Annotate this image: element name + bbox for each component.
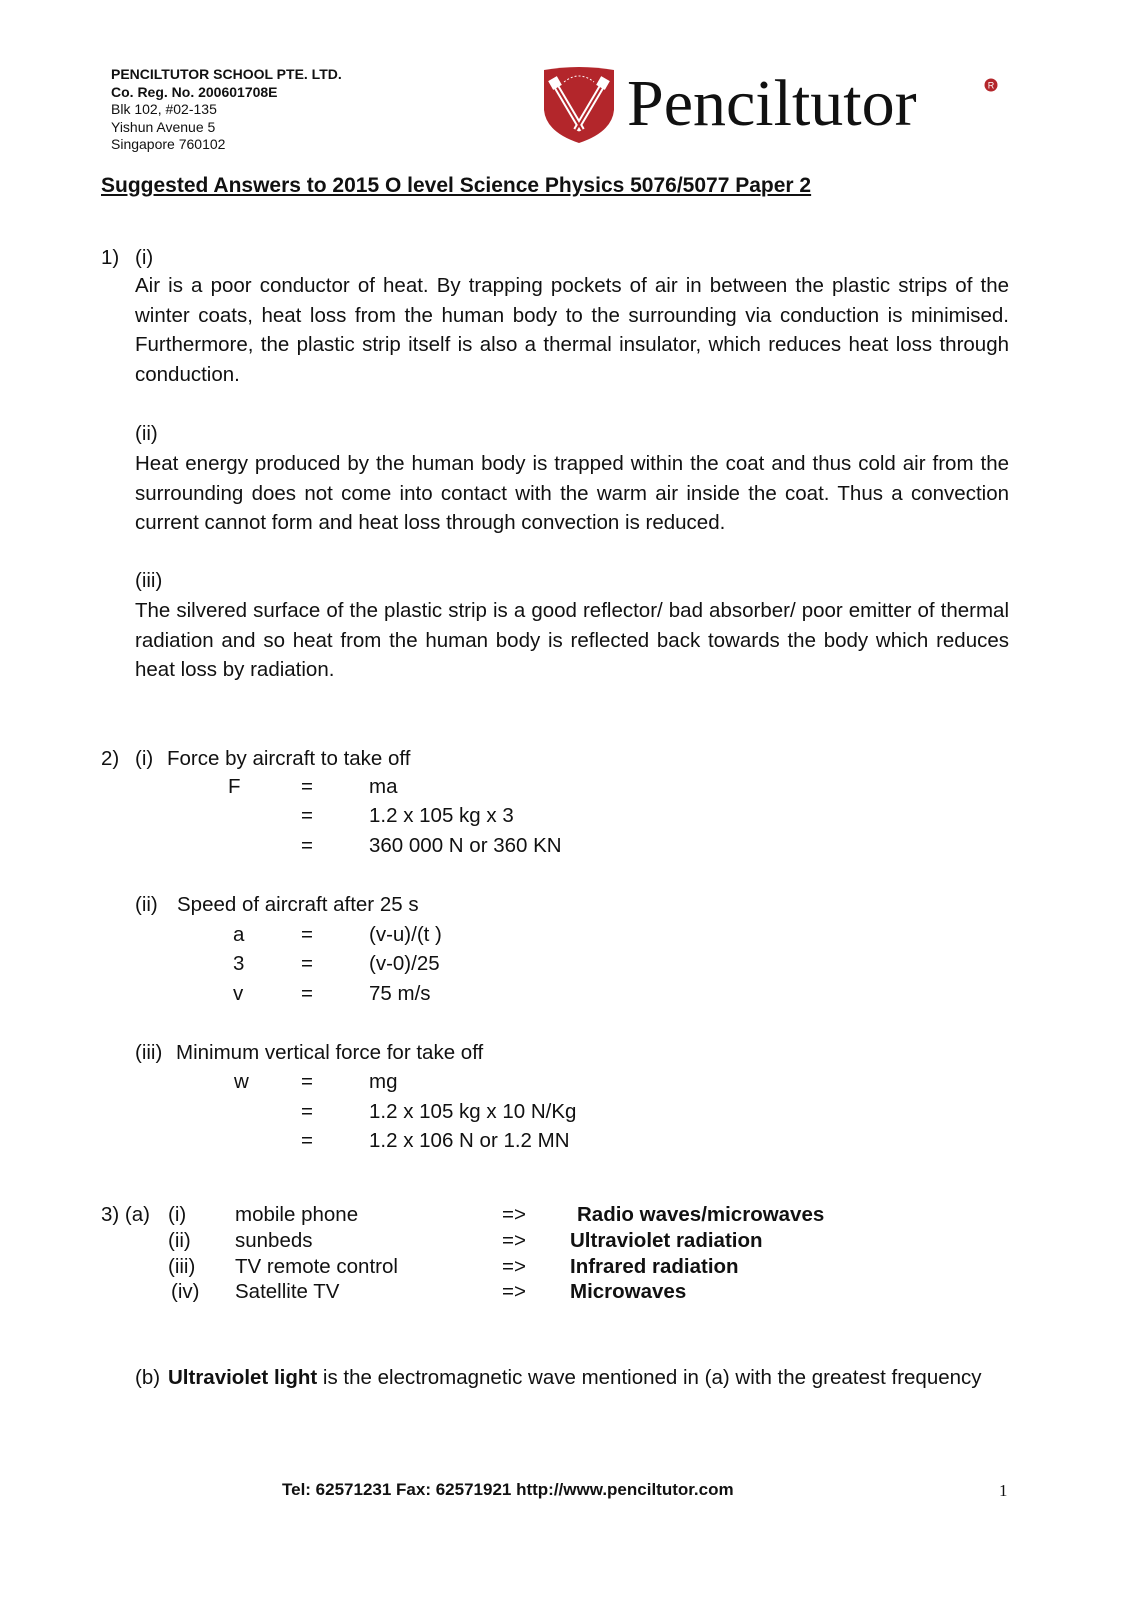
question-number: 2) bbox=[101, 747, 120, 770]
equals-sign: = bbox=[301, 923, 313, 946]
device-name: mobile phone bbox=[235, 1203, 359, 1226]
equals-sign: = bbox=[301, 804, 313, 827]
arrow: => bbox=[502, 1203, 526, 1226]
address-line: Blk 102, #02-135 bbox=[111, 101, 217, 117]
part-label: (b) bbox=[135, 1366, 161, 1389]
row-label: (iii) bbox=[168, 1255, 196, 1278]
company-address-block bbox=[111, 66, 342, 154]
part-label: (i) bbox=[135, 246, 154, 269]
answer-paragraph: Heat energy produced by the human body is trapped within the coat and thus cold air from the surrounding does not come into contact with the warm air inside the coat. Thus a convection current cannot form and heat loss through convection is reduced. bbox=[135, 452, 1009, 535]
device-name: sunbeds bbox=[235, 1229, 313, 1252]
part-heading: Force by aircraft to take off bbox=[167, 747, 411, 770]
question-number: 3) (a) bbox=[101, 1203, 150, 1226]
part-label: (ii) bbox=[135, 422, 158, 445]
equation-value: ma bbox=[369, 775, 398, 798]
equation-variable: a bbox=[233, 923, 245, 946]
address-line: Singapore 760102 bbox=[111, 136, 226, 152]
part-label: (ii) bbox=[135, 893, 158, 916]
document-title: Suggested Answers to 2015 O level Science Physics 5076/5077 Paper 2 bbox=[101, 174, 812, 197]
wave-answer: Ultraviolet radiation bbox=[570, 1229, 763, 1252]
equation-value: 1.2 x 106 N or 1.2 MN bbox=[369, 1129, 570, 1152]
equals-sign: = bbox=[301, 834, 313, 857]
equals-sign: = bbox=[301, 982, 313, 1005]
part-heading: Minimum vertical force for take off bbox=[176, 1041, 484, 1064]
part-label: (iii) bbox=[135, 1041, 163, 1064]
equation-variable: w bbox=[234, 1070, 249, 1093]
device-name: Satellite TV bbox=[235, 1280, 340, 1303]
arrow: => bbox=[502, 1280, 526, 1303]
equation-value: (v-0)/25 bbox=[369, 952, 440, 975]
company-name: PENCILTUTOR SCHOOL PTE. LTD. bbox=[111, 66, 342, 82]
wave-answer: Radio waves/microwaves bbox=[577, 1203, 825, 1226]
registered-mark-icon bbox=[984, 78, 998, 92]
wave-answer: Microwaves bbox=[570, 1280, 687, 1303]
arrow: => bbox=[502, 1255, 526, 1278]
row-label: (iv) bbox=[171, 1280, 200, 1303]
row-label: (ii) bbox=[168, 1229, 191, 1252]
equation-value: mg bbox=[369, 1070, 398, 1093]
equation-value: (v-u)/(t ) bbox=[369, 923, 442, 946]
page-number: 1 bbox=[999, 1481, 1008, 1500]
address-line: Yishun Avenue 5 bbox=[111, 118, 216, 135]
answer-paragraph: The silvered surface of the plastic strip is a good reflector/ bad absorber/ poor emitter of thermal radiation and so heat from the human body is reflected back towards the body which reduces heat loss by radiation. bbox=[135, 599, 1009, 682]
wave-answer: Infrared radiation bbox=[570, 1255, 739, 1278]
equation-value: 1.2 x 105 kg x 10 N/Kg bbox=[369, 1100, 577, 1123]
equals-sign: = bbox=[301, 775, 313, 798]
equals-sign: = bbox=[301, 1100, 313, 1123]
arrow: => bbox=[502, 1229, 526, 1252]
equation-value: 1.2 x 105 kg x 3 bbox=[369, 804, 514, 827]
answer-paragraph bbox=[168, 1363, 1009, 1393]
logo-wordmark: Penciltutor bbox=[627, 67, 917, 140]
equals-sign: = bbox=[301, 1129, 313, 1152]
company-reg: Co. Reg. No. 200601708E bbox=[111, 83, 278, 100]
device-name: TV remote control bbox=[235, 1255, 398, 1278]
equation-variable: v bbox=[233, 982, 244, 1005]
bold-answer: Ultraviolet light bbox=[168, 1366, 318, 1389]
equation-value: 75 m/s bbox=[369, 982, 431, 1005]
footer-contact: Tel: 62571231 Fax: 62571921 http://www.penciltutor.com bbox=[282, 1480, 734, 1499]
equation-variable: 3 bbox=[233, 952, 245, 975]
part-heading: Speed of aircraft after 25 s bbox=[177, 893, 419, 916]
equation-value: 360 000 N or 360 KN bbox=[369, 834, 562, 857]
svg-text:R: R bbox=[987, 80, 995, 91]
logo-shield-icon bbox=[542, 66, 616, 144]
question-number: 1) bbox=[101, 246, 120, 269]
equals-sign: = bbox=[301, 1070, 313, 1093]
part-label: (i) bbox=[135, 747, 154, 770]
part-label: (iii) bbox=[135, 569, 163, 592]
row-label: (i) bbox=[168, 1203, 187, 1226]
answer-paragraph: Air is a poor conductor of heat. By trapping pockets of air in between the plastic strips of the winter coats, heat loss from the human body to the surrounding via conduction is minimised. Furthermore, the plastic strip itself is also a thermal insulator, which reduces heat loss through conduction. bbox=[135, 274, 1009, 386]
answer-text: is the electromagnetic wave mentioned in (a) with the greatest frequency bbox=[317, 1366, 982, 1389]
equation-variable: F bbox=[228, 775, 241, 798]
equals-sign: = bbox=[301, 952, 313, 975]
